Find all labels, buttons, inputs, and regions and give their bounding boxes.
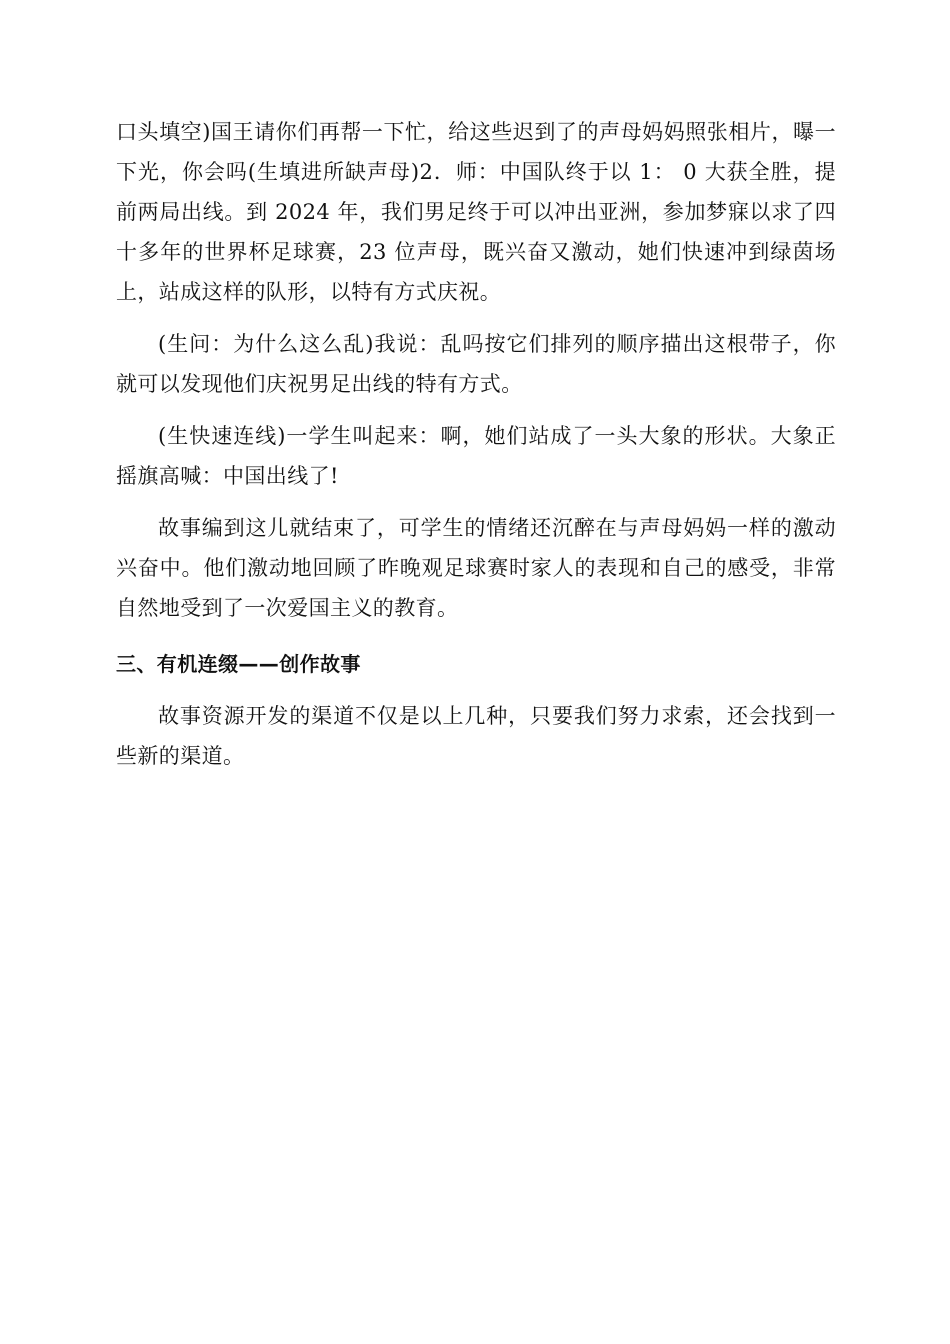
section-heading: 三、有机连缀——创作故事 xyxy=(116,652,361,676)
paragraph-student-question: (生问：为什么这么乱)我说：乱吗按它们排列的顺序描出这根带子，你就可以发现他们庆祝男足出线的特有方式。 xyxy=(116,332,836,396)
document-body xyxy=(116,112,836,776)
paragraph-final: 故事资源开发的渠道不仅是以上几种，只要我们努力求索，还会找到一些新的渠道。 xyxy=(116,704,836,768)
paragraph-story-end: 故事编到这儿就结束了，可学生的情绪还沉醉在与声母妈妈一样的激动兴奋中。他们激动地回顾了昨晚观足球赛时家人的表现和自己的感受，非常自然地受到了一次爱国主义的教育。 xyxy=(116,516,836,620)
paragraph-continued: 口头填空)国王请你们再帮一下忙，给这些迟到了的声母妈妈照张相片，曝一下光，你会吗(生填进所缺声母)2．师：中国队终于以 1： 0 大获全胜，提前两局出线。到 2024 年，我们男足终于可以冲出亚洲，参加梦寐以求了四十多年的世界杯足球赛，23 位声母，既兴奋又激动，她们快速冲到绿茵场上，站成这样的队形，以特有方式庆祝。 xyxy=(116,120,836,304)
paragraph-student-connect: (生快速连线)一学生叫起来：啊，她们站成了一头大象的形状。大象正摇旗高喊：中国出线了! xyxy=(116,424,836,488)
